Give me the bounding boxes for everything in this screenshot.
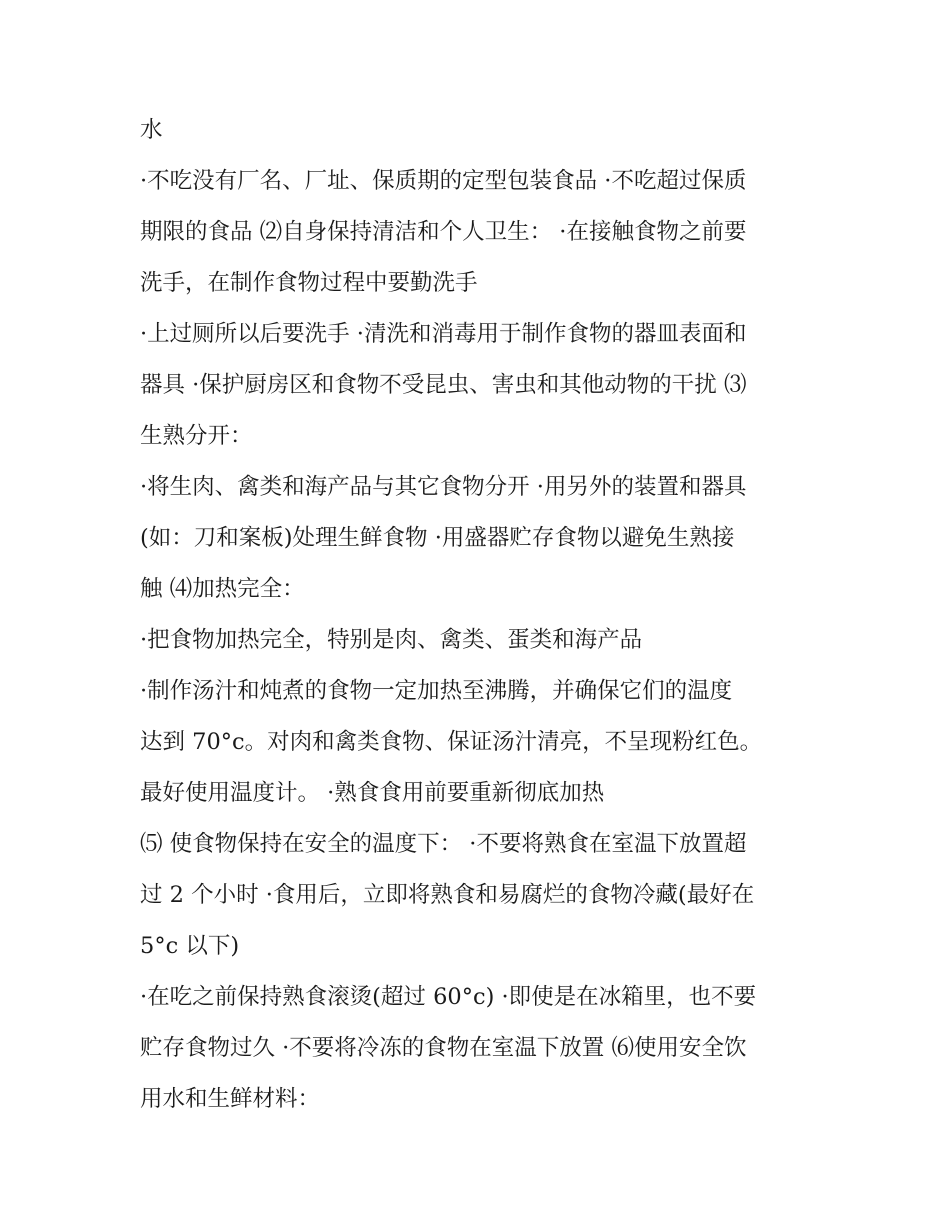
text-line: 期限的食品 ⑵自身保持清洁和个人卫生： ·在接触食物之前要	[140, 219, 747, 245]
text-line: 用水和生鲜材料：	[140, 1086, 321, 1112]
text-line: ·将生肉、禽类和海产品与其它食物分开 ·用另外的装置和器具	[140, 474, 747, 500]
text-line: 5°c 以下)	[140, 933, 240, 959]
text-line: ⑸ 使食物保持在安全的温度下： ·不要将熟食在室温下放置超	[140, 831, 747, 857]
text-line: ·上过厕所以后要洗手 ·清洗和消毒用于制作食物的器皿表面和	[140, 321, 747, 347]
text-line: ·不吃没有厂名、厂址、保质期的定型包装食品 ·不吃超过保质	[140, 168, 747, 194]
text-line: ·把食物加热完全，特别是肉、禽类、蛋类和海产品	[140, 627, 643, 653]
text-line: ·在吃之前保持熟食滚烫(超过 60°c) ·即使是在冰箱里，也不要	[140, 984, 757, 1010]
text-line: (如：刀和案板)处理生鲜食物 ·用盛器贮存食物以避免生熟接	[140, 525, 735, 551]
text-line: 最好使用温度计。 ·熟食食用前要重新彻底加热	[140, 780, 605, 806]
text-line: 洗手，在制作食物过程中要勤洗手	[140, 270, 478, 296]
text-line: 过 2 个小时 ·食用后，立即将熟食和易腐烂的食物冷藏(最好在	[140, 882, 755, 908]
text-line: 触 ⑷加热完全：	[140, 576, 305, 602]
text-line: 生熟分开：	[140, 423, 253, 449]
text-line: 器具 ·保护厨房区和食物不受昆虫、害虫和其他动物的干扰 ⑶	[140, 372, 747, 398]
text-line: 水	[140, 117, 163, 143]
text-line: 达到 70°c。对肉和禽类食物、保证汤汁清亮，不呈现粉红色。	[140, 729, 763, 755]
text-line: 贮存食物过久 ·不要将冷冻的食物在室温下放置 ⑹使用安全饮	[140, 1035, 747, 1061]
text-line: ·制作汤汁和炖煮的食物一定加热至沸腾，并确保它们的温度	[140, 678, 733, 704]
